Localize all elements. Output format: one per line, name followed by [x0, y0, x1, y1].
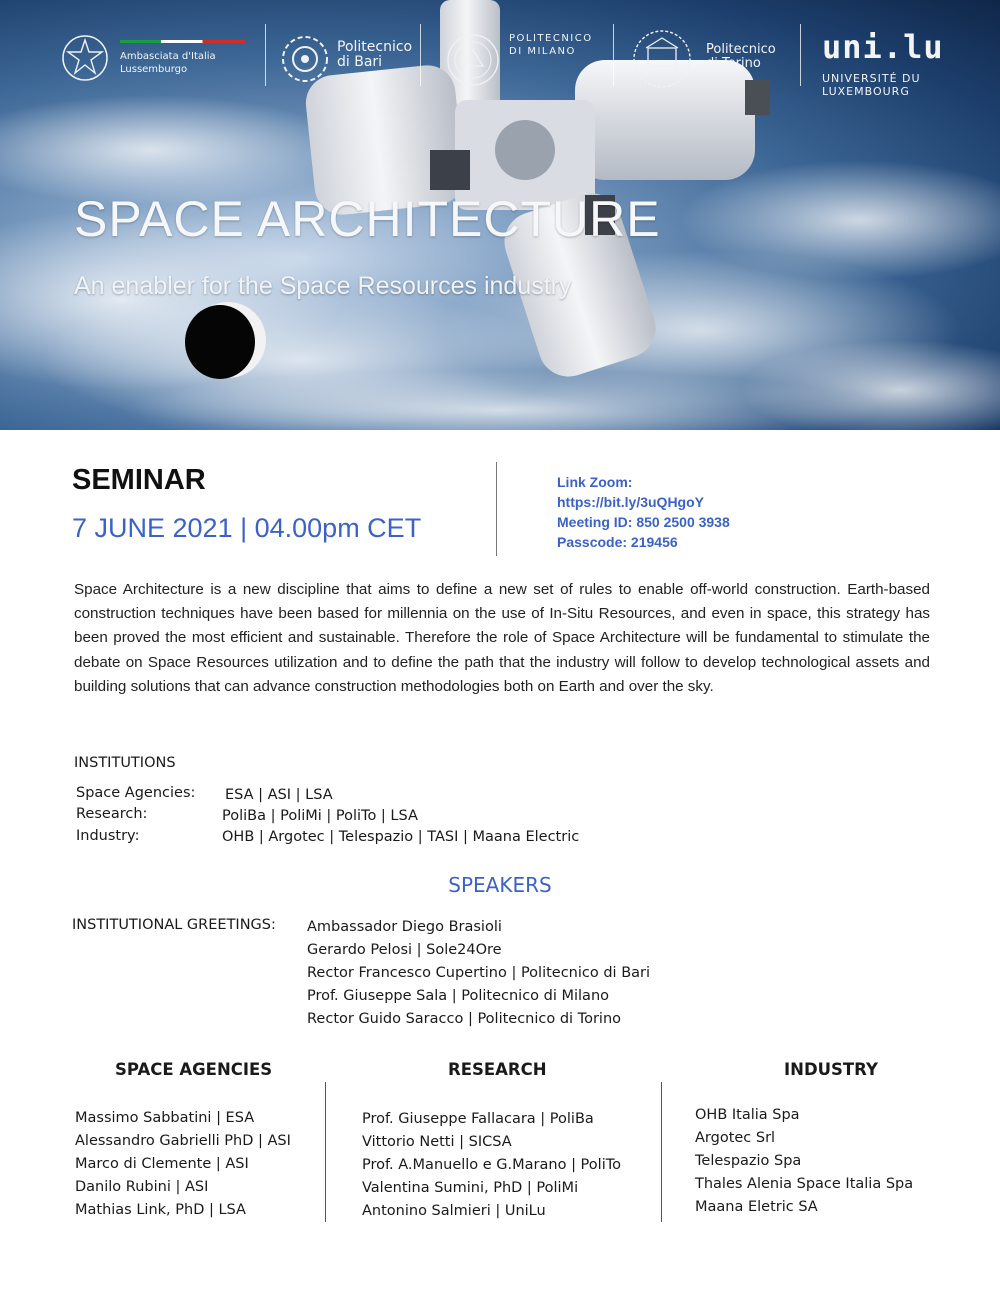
zoom-link[interactable]: https://bit.ly/3uQHgoY [557, 494, 704, 510]
hero-title: SPACE ARCHITECTURE [74, 191, 661, 247]
inst-label-research: Research: [76, 806, 148, 822]
list-item: Valentina Sumini, PhD | PoliMi [362, 1180, 579, 1196]
zoom-info [557, 472, 730, 552]
inst-label-industry: Industry: [76, 828, 140, 844]
embassy-name: Ambasciata d'Italia [120, 51, 216, 62]
space-agencies-heading: SPACE AGENCIES [115, 1060, 273, 1079]
list-item: Prof. A.Manuello e G.Marano | PoliTo [362, 1157, 621, 1173]
list-item: Mathias Link, PhD | LSA [75, 1202, 246, 1218]
partner-logos [60, 28, 944, 98]
list-item: Massimo Sabbatini | ESA [75, 1110, 255, 1126]
column-divider [325, 1082, 326, 1222]
hero-subtitle: An enabler for the Space Resources industry [74, 272, 572, 300]
polimi-name-1: POLITECNICO [509, 33, 593, 44]
zoom-meeting-id: Meeting ID: 850 2500 3938 [557, 514, 730, 530]
polito-name-2: di Torino [706, 56, 761, 71]
zoom-passcode: Passcode: 219456 [557, 534, 678, 550]
italian-emblem-icon [60, 30, 110, 86]
poliba-name-1: Politecnico [337, 39, 413, 55]
info-divider [496, 462, 497, 556]
embassy-city: Lussemburgo [120, 64, 188, 75]
list-item: Prof. Giuseppe Fallacara | PoliBa [362, 1111, 594, 1127]
unilu-logo [822, 28, 944, 98]
inst-label-space-agencies: Space Agencies: [76, 785, 196, 801]
list-item: Maana Eletric SA [695, 1199, 818, 1215]
polito-logo [630, 28, 790, 90]
list-item: Rector Guido Saracco | Politecnico di Torino [307, 1011, 622, 1027]
polimi-name-2: DI MILANO [509, 46, 576, 57]
gear-seal-icon [280, 34, 330, 84]
poliba-logo [280, 28, 413, 90]
list-item: Danilo Rubini | ASI [75, 1179, 209, 1195]
hero-banner [0, 0, 1000, 430]
greetings-label: INSTITUTIONAL GREETINGS: [72, 917, 276, 933]
italian-flag-bar [120, 40, 245, 43]
zoom-label: Link Zoom: [557, 474, 633, 490]
logo-divider [420, 24, 421, 86]
list-item: Thales Alenia Space Italia Spa [695, 1176, 914, 1192]
inst-value-space-agencies: ESA | ASI | LSA [225, 787, 333, 803]
list-item: Alessandro Gabrielli PhD | ASI [75, 1133, 291, 1149]
unilu-name-1: UNIVERSITÉ DU [822, 72, 921, 85]
inst-value-industry: OHB | Argotec | Telespazio | TASI | Maana Electric [222, 829, 580, 845]
list-item: Vittorio Netti | SICSA [362, 1134, 512, 1150]
polito-name-1: Politecnico [706, 42, 776, 57]
inst-value-research: PoliBa | PoliMi | PoliTo | LSA [222, 808, 418, 824]
institutions-heading: INSTITUTIONS [74, 755, 176, 771]
greetings-list [307, 916, 650, 1031]
industry-heading: INDUSTRY [784, 1060, 878, 1079]
list-item: OHB Italia Spa [695, 1107, 800, 1123]
poliba-name-2: di Bari [337, 54, 383, 70]
list-item: Prof. Giuseppe Sala | Politecnico di Milano [307, 988, 610, 1004]
list-item: Ambassador Diego Brasioli [307, 919, 502, 935]
polimi-logo [445, 28, 605, 90]
speakers-heading: SPEAKERS [448, 873, 552, 897]
list-item: Marco di Clemente | ASI [75, 1156, 249, 1172]
logo-divider [613, 24, 614, 86]
unilu-wordmark: uni.lu [822, 28, 944, 66]
seminar-label: SEMINAR [72, 464, 206, 496]
unilu-name-2: LUXEMBOURG [822, 85, 910, 98]
seminar-date: 7 JUNE 2021 | 04.00pm CET [72, 513, 422, 543]
logo-divider [265, 24, 266, 86]
space-agencies-list [75, 1107, 291, 1222]
polimi-seal-icon [445, 32, 501, 88]
research-heading: RESEARCH [448, 1060, 547, 1079]
list-item: Rector Francesco Cupertino | Politecnico di Bari [307, 965, 651, 981]
logo-divider [800, 24, 801, 86]
description-paragraph: Space Architecture is a new discipline that aims to define a new set of rules to enable off-world construction. Earth-based construction techniques have been based for millennia on the use of In-Situ Resources, and even in space, this strategy has been proved the most efficient and sustainable. Therefore the role of Space Architecture will be fundamental to stimulate the debate on Space Resources utilization and to define the path that the industry will follow to develop technological assets and building solutions that can advance construction methodologies both on Earth and over the sky. [74, 581, 930, 695]
list-item: Gerardo Pelosi | Sole24Ore [307, 942, 502, 958]
research-list [362, 1108, 621, 1223]
list-item: Argotec Srl [695, 1130, 776, 1146]
embassy-logo [60, 28, 250, 90]
list-item: Telespazio Spa [695, 1153, 802, 1169]
industry-list [695, 1104, 913, 1219]
list-item: Antonino Salmieri | UniLu [362, 1203, 546, 1219]
column-divider [661, 1082, 662, 1222]
polito-seal-icon [630, 28, 694, 90]
